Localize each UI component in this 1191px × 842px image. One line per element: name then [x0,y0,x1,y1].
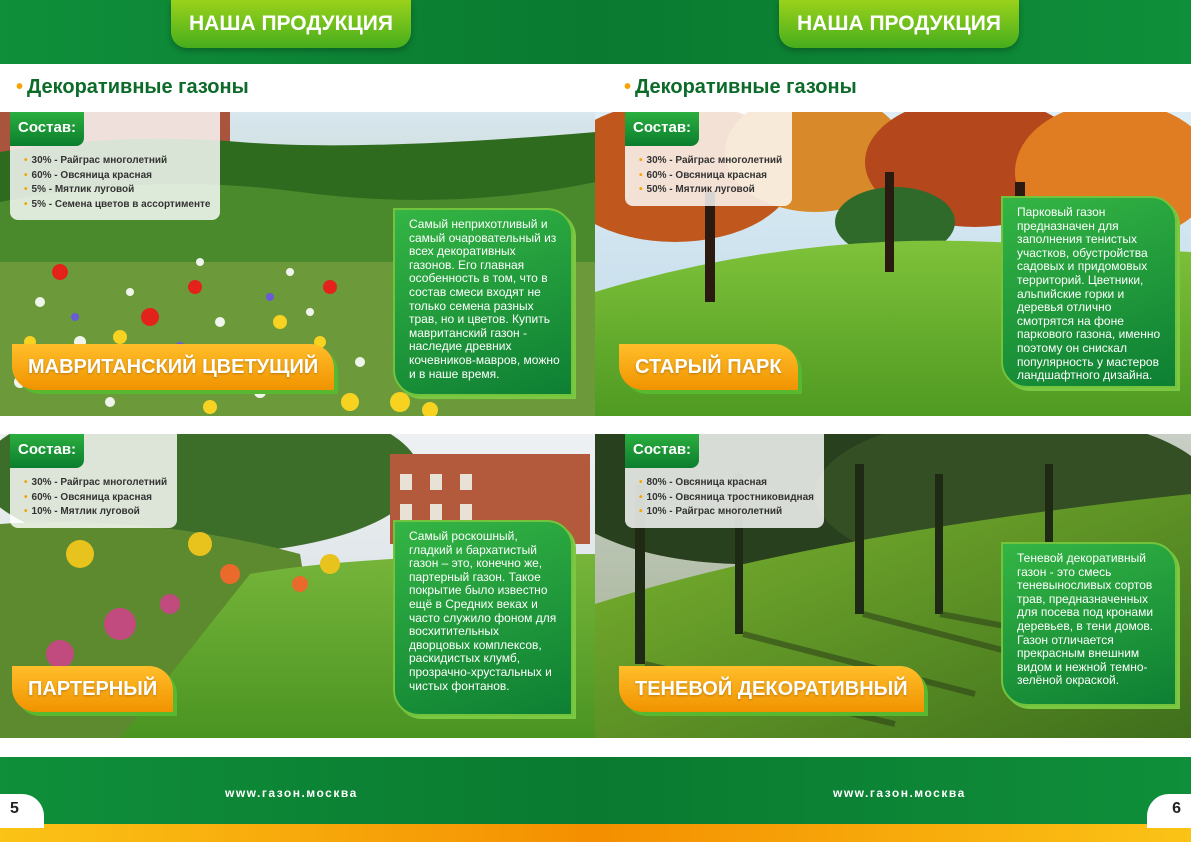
composition-item [639,169,782,184]
composition-label: Состав: [625,112,699,146]
website-link-right[interactable]: www.газон.москва [833,786,966,800]
composition-item [639,476,814,491]
footer-accent-strip [0,824,1191,842]
composition-item [24,198,210,213]
composition-item [639,183,782,198]
product-name-ribbon: ТЕНЕВОЙ ДЕКОРАТИВНЫЙ [619,666,924,712]
product-description: Теневой декоративный газон - это смесь теневыносливых сортов трав, предназначенных для посева под кронами деревьев, в тени домов. Газон отличается прекрасным внешним видом и нежной темно-зелёной окраской. [1001,542,1177,706]
composition-list [639,154,782,198]
bullet-icon: • [639,155,643,166]
section-title-text: Декоративные газоны [635,76,857,98]
composition-item [24,505,167,520]
bullet-icon: • [24,169,28,181]
composition-list [24,154,210,212]
composition-text: 5% - Мятлик луговой [31,184,135,195]
composition-text: 10% - Овсяница тростниковидная [646,491,814,503]
bullet-icon: • [24,155,28,166]
product-description: Самый неприхотливый и самый очаровательный из всех декоративных газонов. Его главная особенность в том, что в состав смеси входят не только семена разных трав, но и цветов. Купить мавританский газон - наследие древних кочевников-мавров, можно и в наше время. [393,208,573,396]
composition-item [24,491,167,506]
bullet-icon: • [639,506,643,517]
composition-text: 30% - Райграс многолетний [31,477,168,488]
composition-list [24,476,167,520]
header-tab-left: НАША ПРОДУКЦИЯ [171,0,411,48]
bullet-icon: • [24,506,28,517]
product-panel-mauritanian [0,112,596,416]
product-name-ribbon: СТАРЫЙ ПАРК [619,344,798,390]
section-title-right [624,76,857,99]
composition-text: 10% - Райграс многолетний [646,506,783,517]
composition-text: 30% - Райграс многолетний [646,155,783,166]
composition-box [625,112,792,206]
bullet-icon: • [639,184,643,195]
composition-text: 60% - Овсяница красная [646,169,767,181]
page-number-left: 5 [0,794,44,828]
composition-box [10,112,220,220]
product-name-ribbon: ПАРТЕРНЫЙ [12,666,173,712]
composition-text: 50% - Мятлик луговой [646,184,755,195]
section-title-left [16,76,249,99]
bullet-icon: • [24,477,28,488]
composition-text: 80% - Овсяница красная [646,477,767,488]
composition-label: Состав: [625,434,699,468]
product-panel-parterre [0,434,596,738]
footer-bar [0,757,1191,824]
website-link-left[interactable]: www.газон.москва [225,786,358,800]
composition-box [625,434,824,528]
composition-item [639,505,814,520]
composition-text: 60% - Овсяница красная [31,169,152,181]
composition-text: 5% - Семена цветов в ассортименте [31,198,211,210]
composition-list [639,476,814,520]
composition-text: 60% - Овсяница красная [31,491,152,503]
composition-item [24,169,210,184]
bullet-icon: • [24,491,28,503]
composition-text: 30% - Райграс многолетний [31,155,168,166]
product-panel-shade [595,434,1191,738]
composition-label: Состав: [10,434,84,468]
composition-label: Состав: [10,112,84,146]
product-panel-old-park [595,112,1191,416]
bullet-icon: • [639,169,643,181]
composition-text: 10% - Мятлик луговой [31,506,140,517]
header-tab-right: НАША ПРОДУКЦИЯ [779,0,1019,48]
section-title-text: Декоративные газоны [27,76,249,98]
bullet-icon: • [639,477,643,488]
composition-item [639,491,814,506]
product-name-ribbon: МАВРИТАНСКИЙ ЦВЕТУЩИЙ [12,344,334,390]
composition-item [24,476,167,491]
bullet-icon: • [639,491,643,503]
composition-box [10,434,177,528]
bullet-icon: • [16,76,24,98]
composition-item [24,183,210,198]
bullet-icon: • [624,76,632,98]
bullet-icon: • [24,184,28,195]
page-number-right: 6 [1147,794,1191,828]
product-description: Парковый газон предназначен для заполнения тенистых участков, обустройства садовых и придомовых территорий. Цветники, альпийские горки и деревья отлично смотрятся на фоне паркового газона, именно поэтому он снискал популярность у мастеров ландшафтного дизайна. [1001,196,1177,388]
bullet-icon: • [24,198,28,210]
product-description: Самый роскошный, гладкий и бархатистый газон – это, конечно же, партерный газон. Такое покрытие было известно ещё в Средних веках и часто служило фоном для восхитительных дворцовых комплексов, раскидистых клумб, прозрачно-хрустальных и чистых фонтанов. [393,520,573,716]
composition-item [639,154,782,169]
composition-item [24,154,210,169]
